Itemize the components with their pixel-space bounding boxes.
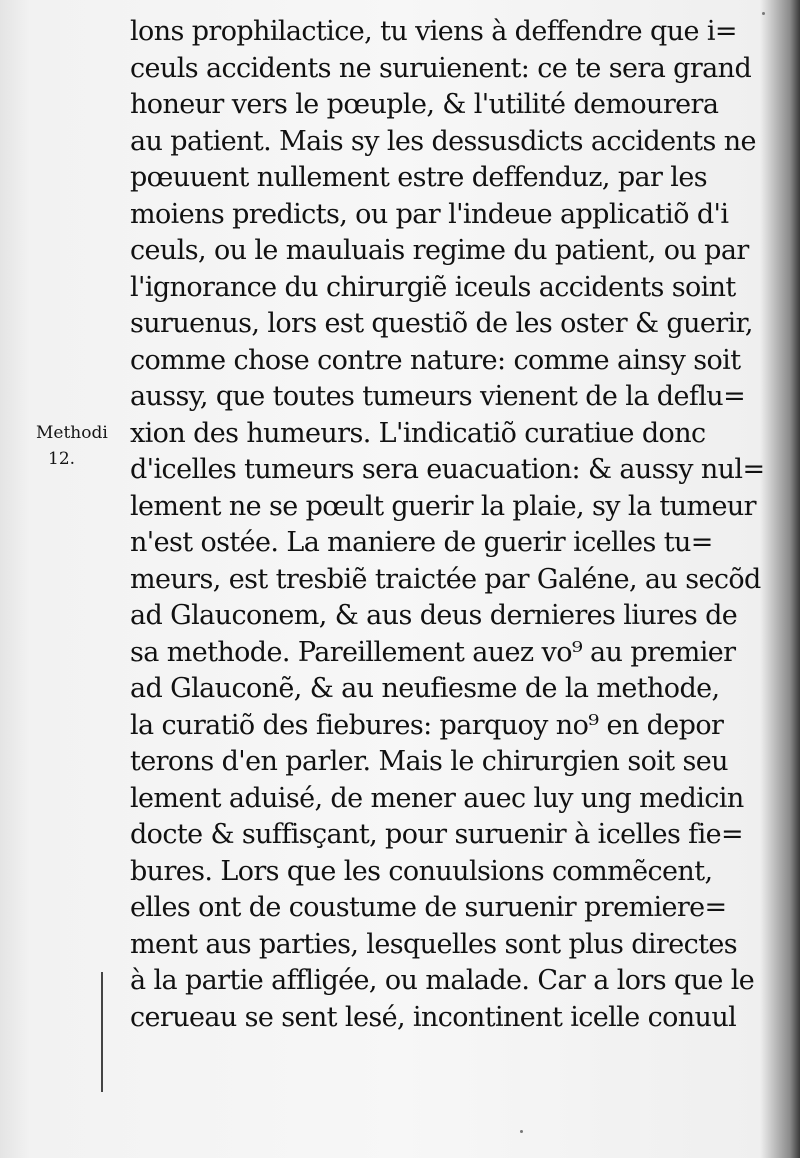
text-line: comme chose contre nature: comme ainsy soit (130, 344, 741, 376)
text-line: elles ont de coustume de suruenir premiere= (130, 892, 727, 923)
marginal-note (36, 420, 108, 472)
text-line: suruenus, lors est questiõ de les oster & guerir, (130, 308, 753, 339)
ink-speck (520, 1130, 523, 1133)
text-line: ceuls, ou le mauluais regime du patient, ou par (130, 235, 749, 266)
marginal-note-word: Methodi (36, 423, 108, 443)
text-line: lement ne se pœult guerir la plaie, sy la tumeur (130, 490, 756, 522)
text-line: ad Glauconẽ, & au neufiesme de la methode, (130, 673, 720, 704)
text-line: sa methode. Pareillement auez vo⁹ au premier (130, 636, 736, 668)
marginal-note-number: 12. (48, 449, 76, 469)
text-line: l'ignorance du chirurgiẽ iceuls accidents soint (130, 271, 736, 303)
text-line: moiens predicts, ou par l'indeue applicatiõ d'i (130, 198, 729, 230)
text-line: aussy, que toutes tumeurs vienent de la deflu= (130, 381, 746, 412)
margin-rule (101, 972, 103, 1092)
text-line: ment aus parties, lesquelles sont plus directes (130, 928, 737, 960)
text-line: la curatiõ des fiebures: parquoy no⁹ en depor (130, 709, 724, 741)
text-line: ceuls accidents ne suruienent: ce te sera grand (130, 52, 752, 84)
body-text (130, 14, 770, 1036)
text-line: pœuuent nullement estre deffenduz, par les (130, 162, 707, 193)
text-line: bures. Lors que les conuulsions commẽcent, (130, 855, 713, 887)
text-line: meurs, est tresbiẽ traictée par Galéne, au secõd (130, 563, 761, 595)
text-line: docte & suffisçant, pour suruenir à icelles fie= (130, 819, 744, 850)
text-line: à la partie affligée, ou malade. Car a lors que le (130, 965, 755, 996)
text-line: ad Glauconem, & aus deus dernieres liures de (130, 600, 738, 631)
text-line: terons d'en parler. Mais le chirurgien soit seu (130, 746, 728, 777)
text-line: d'icelles tumeurs sera euacuation: & aussy nul= (130, 454, 765, 485)
text-line: n'est ostée. La maniere de guerir icelles tu= (130, 527, 713, 558)
text-line: cerueau se sent lesé, incontinent icelle conuul (130, 1001, 737, 1033)
text-line: au patient. Mais sy les dessusdicts accidents ne (130, 125, 756, 157)
text-line: lons prophilactice, tu viens à deffendre que i= (130, 16, 737, 47)
text-line: xion des humeurs. L'indicatiõ curatiue donc (130, 417, 706, 449)
text-line: honeur vers le pœuple, & l'utilité demourera (130, 89, 719, 120)
text-line: lement aduisé, de mener auec luy ung medicin (130, 782, 744, 814)
